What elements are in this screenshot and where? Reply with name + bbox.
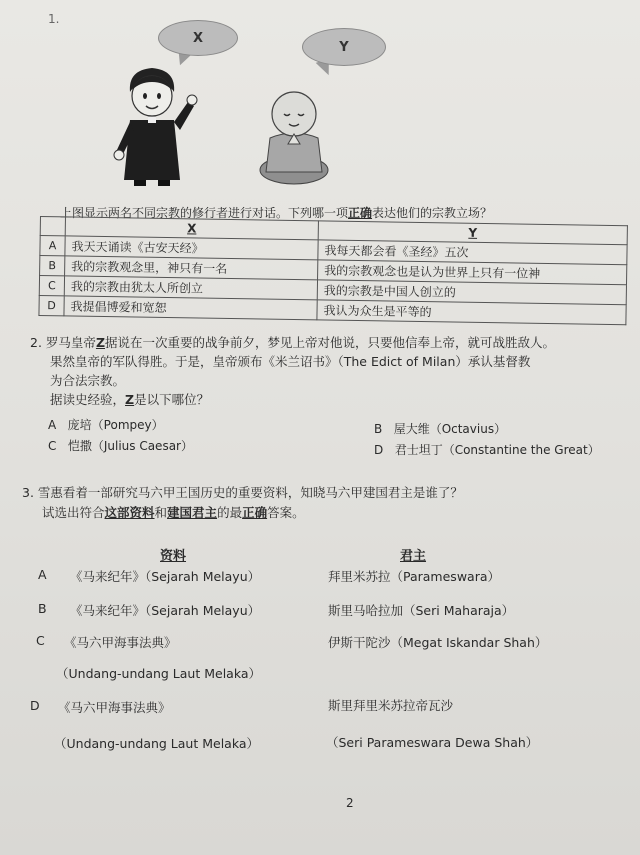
question-2: [30, 333, 630, 409]
q2-option-c[interactable]: C 恺撒（Julius Caesar）: [48, 439, 193, 453]
option-y-text: 我的宗教是中国人创立的: [317, 280, 626, 305]
q3-option-a-ruler: 拜里米苏拉（Parameswara）: [328, 569, 500, 584]
column-x-header: X: [65, 217, 318, 240]
priest-illustration: [108, 62, 198, 190]
option-y-text: 我每天都会看《圣经》五次: [318, 240, 627, 265]
question-3: [22, 483, 622, 523]
q3-option-c-ruler: 伊斯干陀沙（Megat Iskandar Shah）: [328, 635, 548, 650]
q3-option-c-letter[interactable]: C: [36, 633, 45, 648]
q3-option-b-source: 《马来纪年》（Sejarah Melayu）: [70, 603, 261, 618]
option-x-text: 我的宗教观念里，神只有一名: [65, 256, 318, 280]
q3-option-a-letter[interactable]: A: [38, 567, 47, 582]
ruler-column-header: 君主: [400, 549, 427, 564]
monk-illustration: [258, 88, 330, 186]
question-3-number: 3.: [22, 485, 34, 500]
speech-bubble-y: Y: [302, 28, 386, 66]
question-2-number: 2.: [30, 335, 42, 350]
keyword-correct: 正确: [348, 206, 373, 220]
emperor-z: Z: [95, 335, 106, 350]
q3-option-d-source-latin: （Undang-undang Laut Melaka）: [54, 736, 260, 751]
option-x-text: 我提倡博爱和宽恕: [64, 296, 317, 320]
q2-option-a[interactable]: A 庞培（Pompey）: [48, 418, 164, 432]
q3-option-d-ruler: 斯里拜里米苏拉帝瓦沙: [328, 698, 454, 713]
q3-option-c-source-latin: （Undang-undang Laut Melaka）: [56, 666, 262, 681]
source-column-header: 资料: [160, 549, 187, 564]
q3-option-b-ruler: 斯里马哈拉加（Seri Maharaja）: [328, 603, 515, 618]
option-y-text: 我的宗教观念也是认为世界上只有一位神: [318, 260, 627, 285]
q3-option-b-letter[interactable]: B: [38, 601, 47, 616]
option-letter: A: [40, 236, 65, 256]
question-1-stem: 上图显示两名不同宗教的修行者进行对话。下列哪一项正确表达他们的宗教立场？: [60, 206, 493, 220]
option-x-text: 我的宗教由犹太人所创立: [64, 276, 317, 300]
q2-option-d[interactable]: D 君士坦丁（Constantine the Great）: [374, 443, 600, 457]
question-2-line-4: 据读史经验，Z是以下哪位？: [50, 392, 210, 407]
option-letter: B: [40, 256, 65, 276]
question-2-line-1: 2. 罗马皇帝Z据说在一次重要的战争前夕，梦见上帝对他说，只要他信奉上帝，就可战胜敌人。: [30, 335, 556, 350]
column-y-header: Y: [318, 221, 627, 245]
emperor-z-ref: Z: [125, 392, 135, 407]
q2-option-b[interactable]: B 屋大维（Octavius）: [374, 422, 507, 436]
question-3-line-1: 3. 雪惠看着一部研究马六甲王国历史的重要资料，知晓马六甲建国君主是谁了？: [22, 485, 463, 500]
q3-option-d-source: 《马六甲海事法典》: [58, 700, 171, 715]
q3-option-d-ruler-latin: （Seri Parameswara Dewa Shah）: [326, 735, 539, 750]
q3-option-d-letter[interactable]: D: [30, 698, 40, 713]
question-1-number: 1.: [48, 12, 60, 26]
question-3-line-2: 试选出符合这部资料和建国君主的最正确答案。: [42, 505, 305, 520]
option-x-text: 我天天诵读《古安天经》: [65, 236, 318, 260]
option-letter: D: [39, 295, 64, 315]
option-letter: C: [39, 276, 64, 296]
option-y-text: 我认为众生是平等的: [317, 300, 626, 325]
question-2-line-2: 果然皇帝的军队得胜。于是，皇帝颁布《米兰诏书》（The Edict of Milan）承认基督教: [50, 354, 531, 369]
question-2-line-3: 为合法宗教。: [50, 373, 126, 388]
page-number: 2: [346, 796, 354, 810]
question-1-options-table: [38, 216, 627, 325]
q3-option-c-source: 《马六甲海事法典》: [64, 635, 177, 650]
q3-option-a-source: 《马来纪年》（Sejarah Melayu）: [70, 569, 261, 584]
speech-bubble-x: X: [158, 20, 238, 56]
